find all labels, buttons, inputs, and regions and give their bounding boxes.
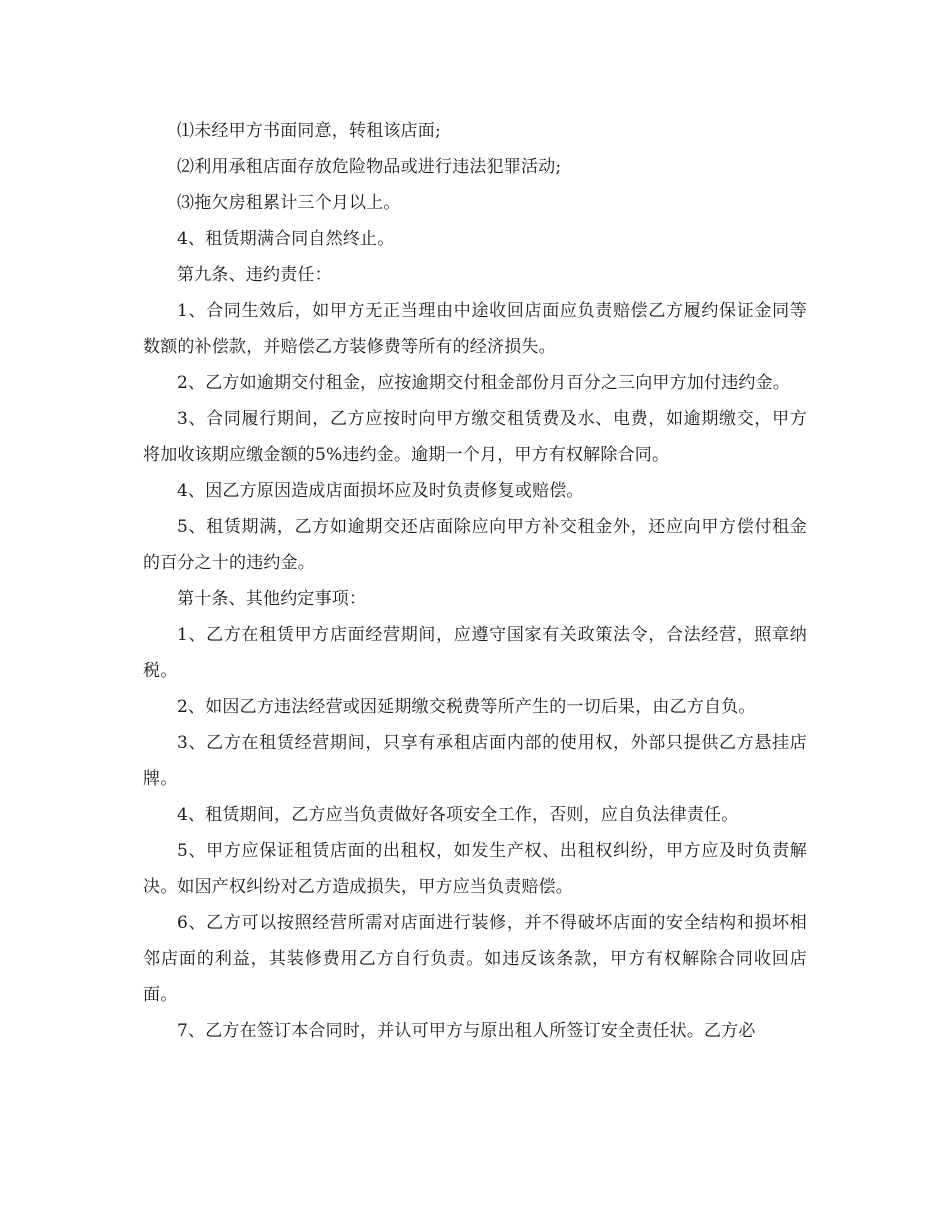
article-9-item-3: 3、合同履行期间，乙方应按时向甲方缴交租赁费及水、电费，如逾期缴交，甲方将加收该期应缴金额的5%违约金。逾期一个月，甲方有权解除合同。 [143,409,807,465]
article-9-item-5: 5、租赁期满，乙方如逾期交还店面除应向甲方补交租金外，还应向甲方偿付租金的百分之十的违约金。 [143,517,807,573]
article-10-heading: 第十条、其他约定事项： [177,589,367,609]
article-9-item-2: 2、乙方如逾期交付租金，应按逾期交付租金部份月百分之三向甲方加付违约金。 [177,373,791,393]
article-10-item-4: 4、租赁期间，乙方应当负责做好各项安全工作，否则，应自负法律责任。 [177,805,739,825]
document-page [143,113,807,1049]
article-9-heading: 第九条、违约责任： [177,265,332,285]
article-10-item-3: 3、乙方在租赁经营期间，只享有承租店面内部的使用权，外部只提供乙方悬挂店牌。 [143,733,807,789]
article-10-item-2: 2、如因乙方违法经营或因延期缴交税费等所产生的一切后果，由乙方自负。 [177,697,756,717]
article-10-item-6: 6、乙方可以按照经营所需对店面进行装修，并不得破坏店面的安全结构和损坏相邻店面的利益，其装修费用乙方自行负责。如违反该条款，甲方有权解除合同收回店面。 [143,913,807,1005]
article-10-item-7: 7、乙方在签订本合同时，并认可甲方与原出租人所签订安全责任状。乙方必 [177,1021,756,1041]
clause-item-3: ⑶拖欠房租累计三个月以上。 [177,193,401,213]
article-9-item-4: 4、因乙方原因造成店面损坏应及时负责修复或赔偿。 [177,481,584,501]
clause-item-1: ⑴未经甲方书面同意，转租该店面; [177,121,441,141]
article-10-item-5: 5、甲方应保证租赁店面的出租权，如发生产权、出租权纠纷，甲方应及时负责解决。如因产权纠纷对乙方造成损失，甲方应当负责赔偿。 [143,841,807,897]
clause-item-2: ⑵利用承租店面存放危险物品或进行违法犯罪活动; [177,157,562,177]
clause-termination: 4、租赁期满合同自然终止。 [177,229,395,249]
article-9-item-1: 1、合同生效后，如甲方无正当理由中途收回店面应负责赔偿乙方履约保证金同等数额的补偿款，并赔偿乙方装修费等所有的经济损失。 [143,301,807,357]
article-10-item-1: 1、乙方在租赁甲方店面经营期间，应遵守国家有关政策法令，合法经营，照章纳税。 [143,625,807,681]
